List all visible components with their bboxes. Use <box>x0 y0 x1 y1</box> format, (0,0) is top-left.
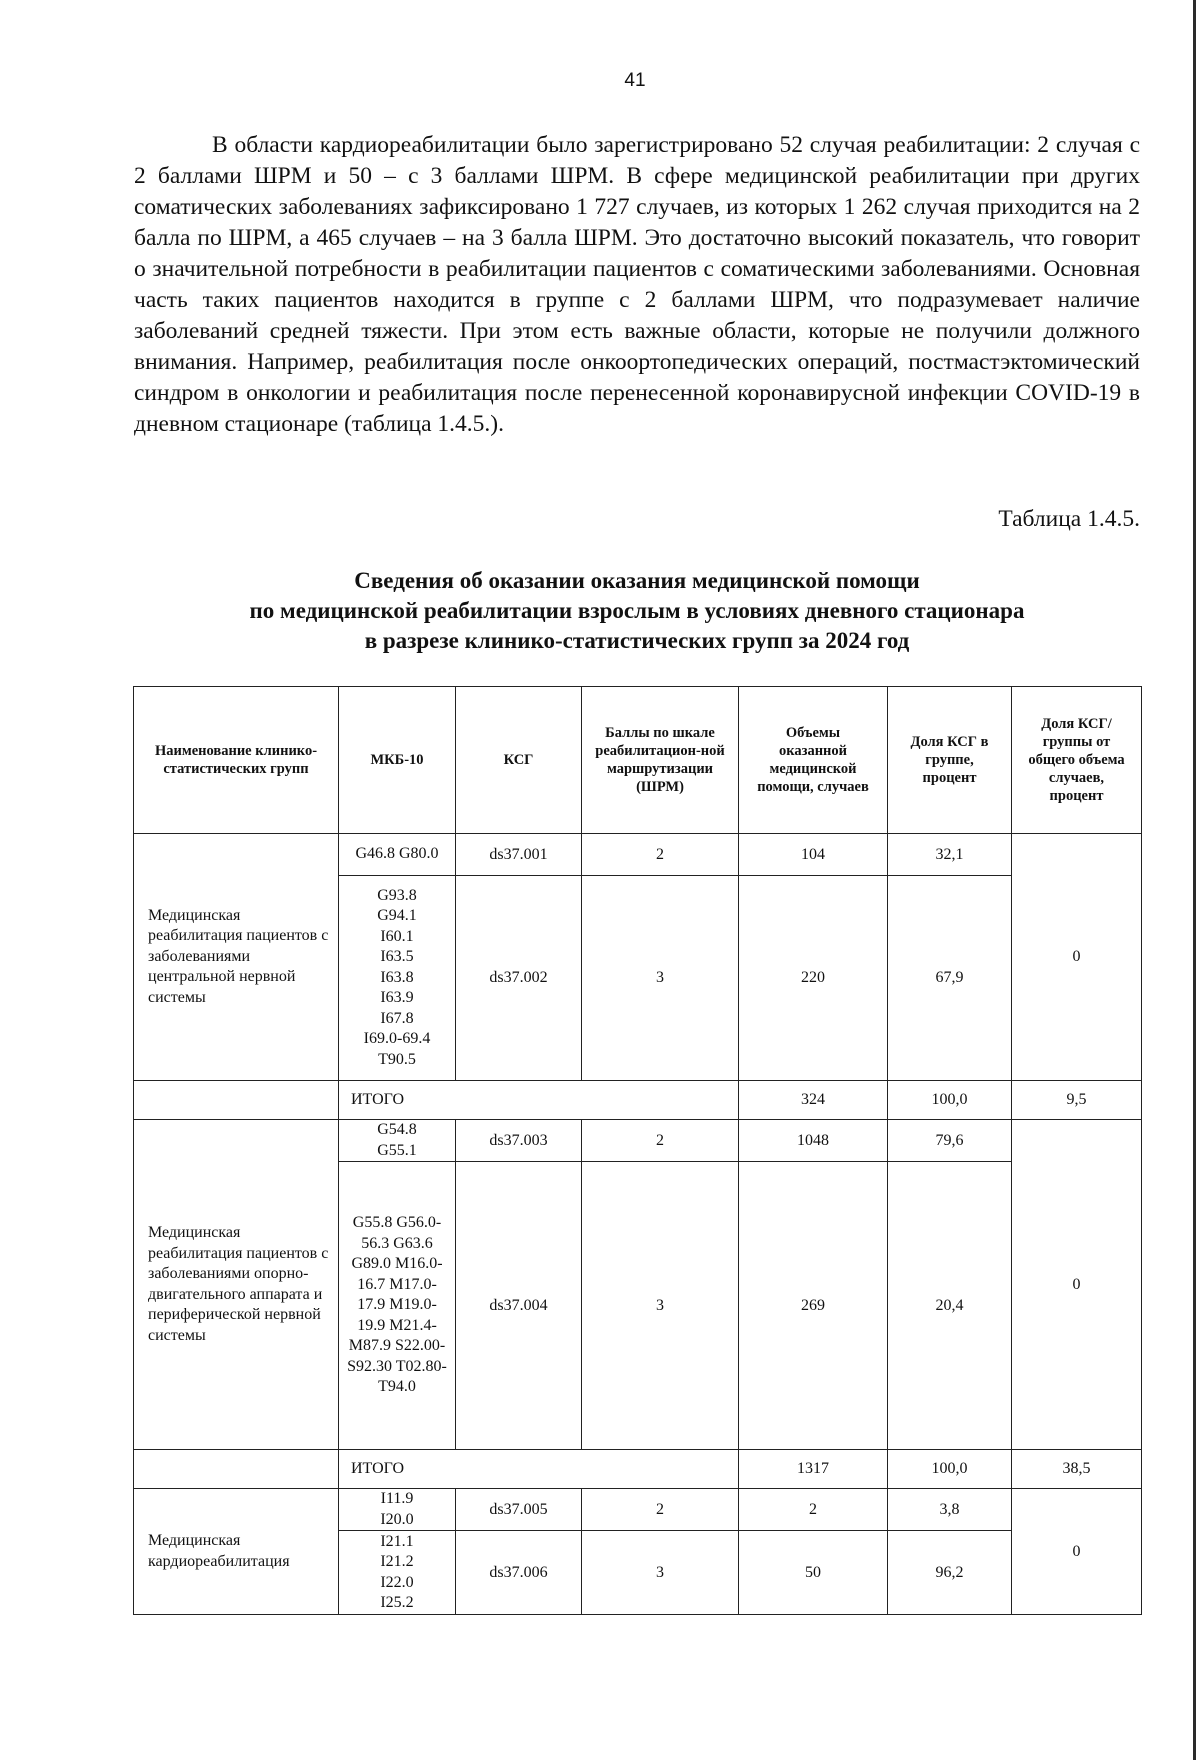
table-row <box>134 1120 1142 1162</box>
total-share-total: 38,5 <box>1012 1450 1142 1489</box>
volume-cell: 2 <box>739 1489 888 1531</box>
header-volume: Объемы оказанной медицинской помощи, случаев <box>739 687 888 834</box>
empty-cell <box>134 1081 339 1120</box>
total-share: 100,0 <box>888 1450 1012 1489</box>
body-paragraph: В области кардиореабилитации было зарегистрировано 52 случая реабилитации: 2 случая с 2 баллами ШРМ и 50 – с 3 баллами ШРМ. В сфере медицинской реабилитации при других соматических заболеваниях зафиксировано 1 727 случаев, из которых 1 262 случая приходится на 2 балла по ШРМ, а 465 случаев – на 3 балла ШРМ. Это достаточно высокий показатель, что говорит о значительной потребности в реабилитации пациентов с соматическими заболеваниями. Основная часть таких пациентов находится в группе с 2 баллами ШРМ, что подразумевает наличие заболеваний средней тяжести. При этом есть важные области, которые не получили должного внимания. Например, реабилитация после онкоортопедических операций, постмастэктомический синдром в онкологии и реабилитация после перенесенной коронавирусной инфекции COVID-19 в дневном стационаре (таблица 1.4.5.). <box>134 132 1140 437</box>
header-share-group: Доля КСГ в группе, процент <box>888 687 1012 834</box>
header-icd: МКБ-10 <box>339 687 456 834</box>
page-number: 41 <box>624 70 646 91</box>
total-label: ИТОГО <box>339 1450 739 1489</box>
icd-codes: I21.1 I21.2 I22.0 I25.2 <box>339 1531 456 1615</box>
icd-codes: I11.9 I20.0 <box>339 1489 456 1531</box>
table-title-line: по медицинской реабилитации взрослым в условиях дневного стационара <box>249 598 1025 623</box>
total-row <box>134 1081 1142 1120</box>
share-total-cell: 0 <box>1012 1489 1142 1615</box>
score-cell: 3 <box>582 1162 739 1450</box>
share-cell: 20,4 <box>888 1162 1012 1450</box>
ksg-table <box>133 686 1142 1615</box>
ksg-cell: ds37.004 <box>456 1162 582 1450</box>
table-caption: Таблица 1.4.5. <box>998 506 1140 532</box>
icd-codes: G54.8 G55.1 <box>339 1120 456 1162</box>
group-name: Медицинская реабилитация пациентов с заболеваниями центральной нервной системы <box>134 834 339 1081</box>
table-title <box>134 566 1140 656</box>
group-name: Медицинская реабилитация пациентов с заболеваниями опорно-двигательного аппарата и периферической нервной системы <box>134 1120 339 1450</box>
score-cell: 3 <box>582 1531 739 1615</box>
share-total-cell: 0 <box>1012 834 1142 1081</box>
header-ksg: КСГ <box>456 687 582 834</box>
total-label: ИТОГО <box>339 1081 739 1120</box>
ksg-cell: ds37.006 <box>456 1531 582 1615</box>
total-volume: 1317 <box>739 1450 888 1489</box>
score-cell: 2 <box>582 1489 739 1531</box>
volume-cell: 220 <box>739 876 888 1081</box>
share-cell: 67,9 <box>888 876 1012 1081</box>
share-cell: 3,8 <box>888 1489 1012 1531</box>
table-row <box>134 1489 1142 1531</box>
header-score: Баллы по шкале реабилитацион-ной маршрутизации (ШРМ) <box>582 687 739 834</box>
ksg-cell: ds37.003 <box>456 1120 582 1162</box>
table-title-line: Сведения об оказании оказания медицинской помощи <box>354 568 920 593</box>
total-row <box>134 1450 1142 1489</box>
icd-codes: G46.8 G80.0 <box>339 834 456 876</box>
score-cell: 3 <box>582 876 739 1081</box>
score-cell: 2 <box>582 1120 739 1162</box>
header-group: Наименование клинико-статистических групп <box>134 687 339 834</box>
ksg-cell: ds37.005 <box>456 1489 582 1531</box>
ksg-cell: ds37.001 <box>456 834 582 876</box>
score-cell: 2 <box>582 834 739 876</box>
group-name: Медицинская кардиореабилитация <box>134 1489 339 1615</box>
table-title-line: в разрезе клинико-статистических групп за 2024 год <box>364 628 910 653</box>
scan-edge <box>1193 0 1196 1760</box>
share-cell: 96,2 <box>888 1531 1012 1615</box>
total-share-total: 9,5 <box>1012 1081 1142 1120</box>
header-row <box>134 687 1142 834</box>
volume-cell: 50 <box>739 1531 888 1615</box>
icd-codes: G93.8 G94.1 I60.1 I63.5 I63.8 I63.9 I67.8 I69.0-69.4 T90.5 <box>339 876 456 1081</box>
ksg-cell: ds37.002 <box>456 876 582 1081</box>
table-row <box>134 834 1142 876</box>
volume-cell: 104 <box>739 834 888 876</box>
icd-codes: G55.8 G56.0-56.3 G63.6 G89.0 M16.0-16.7 M17.0-17.9 M19.0-19.9 M21.4- M87.9 S22.00- S92.30 T02.80- T94.0 <box>339 1162 456 1450</box>
total-share: 100,0 <box>888 1081 1012 1120</box>
total-volume: 324 <box>739 1081 888 1120</box>
volume-cell: 269 <box>739 1162 888 1450</box>
empty-cell <box>134 1450 339 1489</box>
share-cell: 32,1 <box>888 834 1012 876</box>
share-total-cell: 0 <box>1012 1120 1142 1450</box>
header-share-total: Доля КСГ/ группы от общего объема случаев, процент <box>1012 687 1142 834</box>
share-cell: 79,6 <box>888 1120 1012 1162</box>
volume-cell: 1048 <box>739 1120 888 1162</box>
